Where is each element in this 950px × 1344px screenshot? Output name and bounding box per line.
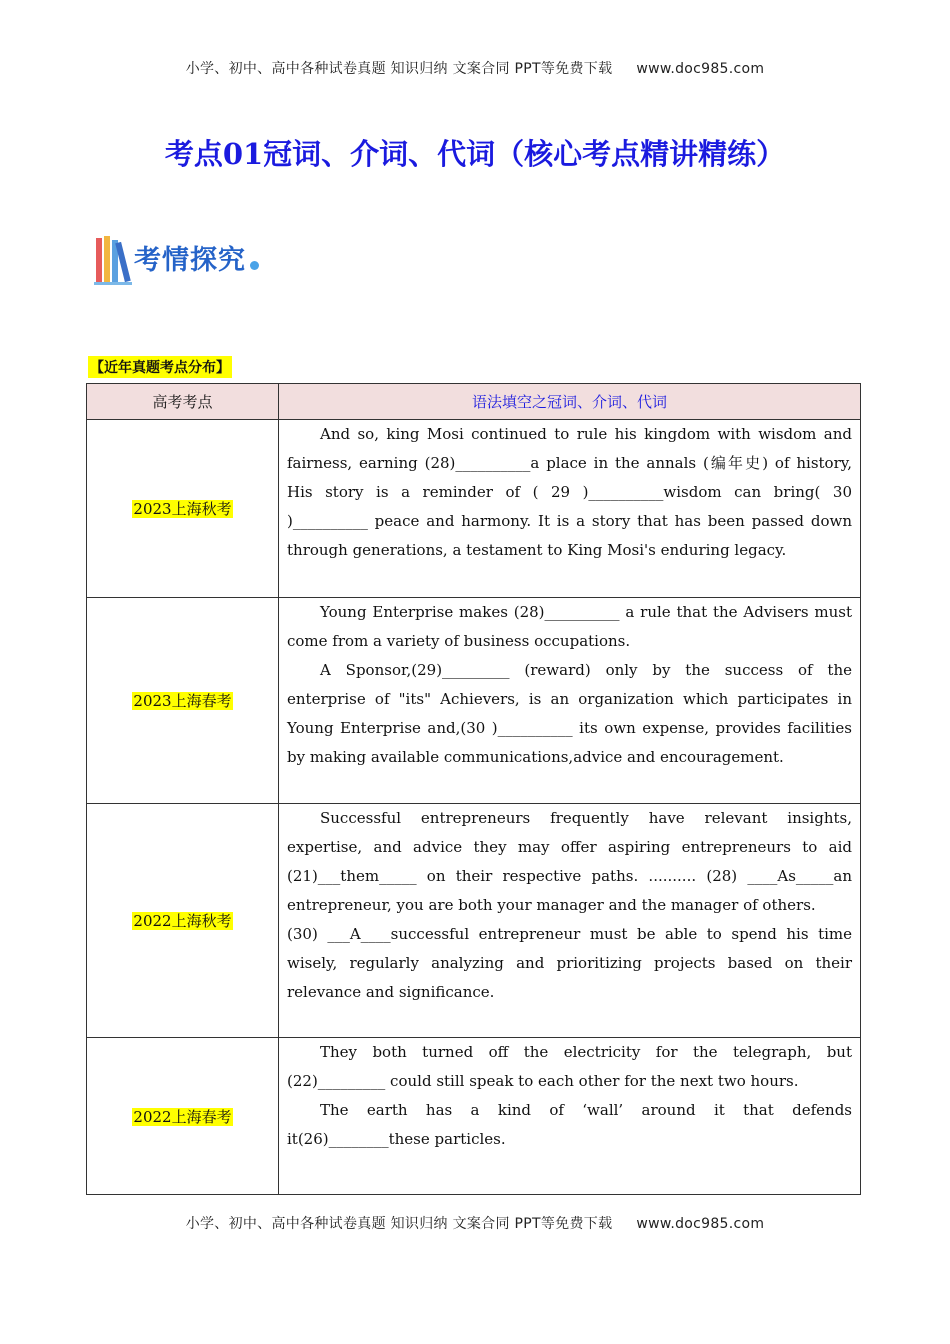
- passage-paragraph: (30) ___A____successful entrepreneur must be able to spend his time wisely, regularly analyzing and prioritizing projects based on their relevance and significance.: [287, 925, 852, 1001]
- year-label: 2023上海春考: [133, 692, 232, 710]
- passage-paragraph: And so, king Mosi continued to rule his kingdom with wisdom and fairness, earning (28)__________a place in the annals (编年史) of history, His story is a reminder of ( 29 )__________wisdom can bring( 30 )__________ peace and harmony. It is a story that has been passed down through generations, a testament to King Mosi's enduring legacy.: [287, 425, 852, 559]
- passage-paragraph: They both turned off the electricity for the telegraph, but (22)_________ could still speak to each other for the next two hours.: [287, 1043, 852, 1090]
- page-title: 考点01冠词、介词、代词（核心考点精讲精练）: [164, 137, 786, 171]
- year-cell: [87, 804, 279, 1038]
- col-header-topic: 语法填空之冠词、介词、代词: [279, 384, 861, 420]
- year-cell: [87, 598, 279, 804]
- footer-text: 小学、初中、高中各种试卷真题 知识归纳 文案合同 PPT等免费下载: [185, 1216, 613, 1232]
- table-header-row: [87, 384, 861, 420]
- year-label: 2023上海秋考: [133, 500, 232, 518]
- year-label: 2022上海秋考: [133, 912, 232, 930]
- exam-table: [86, 383, 861, 1195]
- table-row: [87, 420, 861, 598]
- banner-text: 考情探究: [134, 245, 246, 276]
- content-cell: [279, 804, 861, 1038]
- table-row: [87, 598, 861, 804]
- year-cell: [87, 420, 279, 598]
- section-banner: [90, 228, 260, 290]
- header-url[interactable]: www.doc985.com: [636, 61, 765, 77]
- content-cell: [279, 420, 861, 598]
- footer-url[interactable]: www.doc985.com: [636, 1216, 765, 1232]
- section-label: 【近年真题考点分布】: [88, 356, 232, 378]
- content-cell: [279, 1038, 861, 1195]
- passage-paragraph: The earth has a kind of ‘wall’ around it that defends it(26)________these particles.: [287, 1101, 852, 1148]
- table-row: [87, 804, 861, 1038]
- page-footer: [0, 1213, 950, 1233]
- banner-dot: [250, 261, 259, 270]
- passage-paragraph: Successful entrepreneurs frequently have relevant insights, expertise, and advice they may offer aspiring entrepreneurs to aid (21)___them_____ on their respective paths. .......... (28) ____As_____an entrepreneur, you are both your manager and the manager of others.: [287, 809, 852, 914]
- header-text: 小学、初中、高中各种试卷真题 知识归纳 文案合同 PPT等免费下载: [185, 61, 613, 77]
- page-header: [0, 58, 950, 78]
- col-header-exam: 高考考点: [87, 384, 279, 420]
- content-cell: [279, 598, 861, 804]
- year-cell: [87, 1038, 279, 1195]
- table-row: [87, 1038, 861, 1195]
- year-label: 2022上海春考: [133, 1107, 232, 1126]
- passage-paragraph: Young Enterprise makes (28)__________ a rule that the Advisers must come from a variety of business occupations.: [287, 603, 852, 650]
- books-icon: [94, 232, 134, 286]
- passage-paragraph: A Sponsor,(29)_________ (reward) only by the success of the enterprise of "its" Achievers, is an organization which participates in Young Enterprise and,(30 )__________ its own expense, provides facilities by making available communications,advice and encouragement.: [287, 661, 852, 766]
